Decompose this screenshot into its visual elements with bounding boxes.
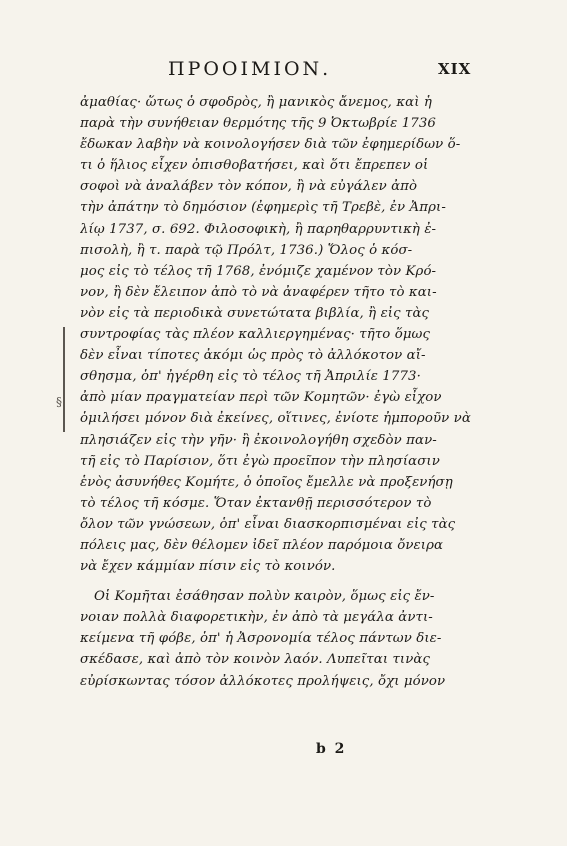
running-head-title: ΠΡΟΟΙΜΙΟΝ. xyxy=(168,58,332,80)
text-line: ἔδωκαν λαβὴν νὰ κοινολογήσεν διὰ τῶν ἐφημερίδων ὅ- xyxy=(80,137,461,153)
signature-mark: b 2 xyxy=(316,741,347,757)
text-line: παρὰ τὴν συνήθειαν θερμότης τῆς 9 Ὀκτωβρίε 1736 xyxy=(80,116,436,132)
text-line: πλησιάζεν εἰς τὴν γῆν· ἢ ἐκοινολογήθη σχεδὸν παν- xyxy=(80,432,437,448)
text-line: νὸν εἰς τὰ περιοδικὰ συνετώτατα βιβλία, ἢ εἰς τὰς xyxy=(80,305,430,321)
text-line: νοιαν πολλὰ διαφορετικὴν, ἐν ἀπὸ τὰ μεγάλα ἀντι- xyxy=(80,610,433,626)
text-line: ὁμιλήσει μόνον διὰ ἐκείνες, οἵτινες, ἐνίοτε ἠμποροῦν νὰ xyxy=(80,411,471,427)
text-line: σθησμα, ὁπ' ἠγέρθη εἰς τὸ τέλος τῆ Ἀπριλίε 1773· xyxy=(80,369,421,385)
text-line: πισολὴ, ἢ τ. παρὰ τῷ Πρόλτ, 1736.) Ὅλος ὁ κόσ- xyxy=(80,242,413,258)
body-text xyxy=(80,92,485,692)
text-line: νὰ ἔχεν κάμμίαν πίσιν εἰς τὸ κοινόν. xyxy=(80,559,336,575)
text-line: εὐρίσκωντας τόσον ἀλλόκοτες προλήψεις, ὄχι μόνον xyxy=(80,673,446,689)
text-line: συντροφίας τὰς πλέον καλλιεργημένας· τῆτο ὅμως xyxy=(80,327,431,343)
text-line: κείμενα τῆ φόβε, ὁπ' ἡ Ἀσρονομία τέλος πάντων διε- xyxy=(80,631,442,647)
text-line: τῆ εἰς τὸ Παρίσιον, ὅτι ἐγὼ προεῖπον τὴν πλησίασιν xyxy=(80,453,440,469)
running-head xyxy=(0,58,567,82)
text-line: λίῳ 1737, σ. 692. Φιλοσοφικὴ, ἢ παρηθαρρυντικὴ ἐ- xyxy=(80,221,437,237)
text-line: ἀπὸ μίαν πραγματείαν περὶ τῶν Κομητῶν· ἐγὼ εἶχον xyxy=(80,390,442,406)
text-line: σοφοὶ νὰ ἀναλάβεν τὸν κόπον, ἢ νὰ εὐγάλεν ἀπὸ xyxy=(80,179,418,195)
paragraph-2 xyxy=(80,586,485,691)
paragraph-gap xyxy=(80,577,485,586)
text-line: τὴν ἀπάτην τὸ δημόσιον (ἐφημερὶς τῆ Τρεβὲ, ἐν Ἀπρι- xyxy=(80,200,446,216)
text-line: μος εἰς τὸ τέλος τῆ 1768, ἐνόμιζε χαμένον τὸν Κρό- xyxy=(80,263,437,279)
text-line: νον, ἢ δὲν ἔλειπον ἀπὸ τὸ νὰ ἀναφέρεν τῆτο τὸ και- xyxy=(80,284,437,300)
text-line: ἑνὸς ἀσυνήθες Κομήτε, ὁ ὁποῖος ἔμελλε νὰ προξενήσῃ xyxy=(80,474,453,490)
text-line: ἀμαθίας· ὥτως ὁ σφοδρὸς, ἢ μανικὸς ἄνεμος, καὶ ἡ xyxy=(80,95,432,110)
text-line: ὄλον τῶν γνώσεων, ὁπ' εἶναι διασκορπισμέναι εἰς τὰς xyxy=(80,516,456,532)
text-line: τὸ τέλος τῆ κόσμε. Ὅταν ἐκτανθῇ περισσότερον τὸ xyxy=(80,495,432,511)
margin-mark: § xyxy=(56,395,62,409)
text-line: πόλεις μας, δὲν θέλομεν ἰδεῖ πλέον παρόμοια ὄνειρα xyxy=(80,537,444,553)
text-line: τι ὁ ἥλιος εἶχεν ὀπισθοβατήσει, καὶ ὅτι ἔπρεπεν οἱ xyxy=(80,158,429,174)
page-number: XIX xyxy=(438,60,472,78)
margin-rule xyxy=(63,327,65,432)
paragraph-1 xyxy=(80,92,485,577)
text-line: σκέδασε, καὶ ἀπὸ τὸν κοινὸν λαόν. Λυπεῖται τινὰς xyxy=(80,652,431,668)
text-line: Οἱ Κομῆται ἐσάθησαν πολὺν καιρὸν, ὅμως εἰς ἔν- xyxy=(94,589,435,605)
text-line: δὲν εἶναι τίποτες ἀκόμι ὡς πρὸς τὸ ἀλλόκοτον αἴ- xyxy=(80,348,426,364)
